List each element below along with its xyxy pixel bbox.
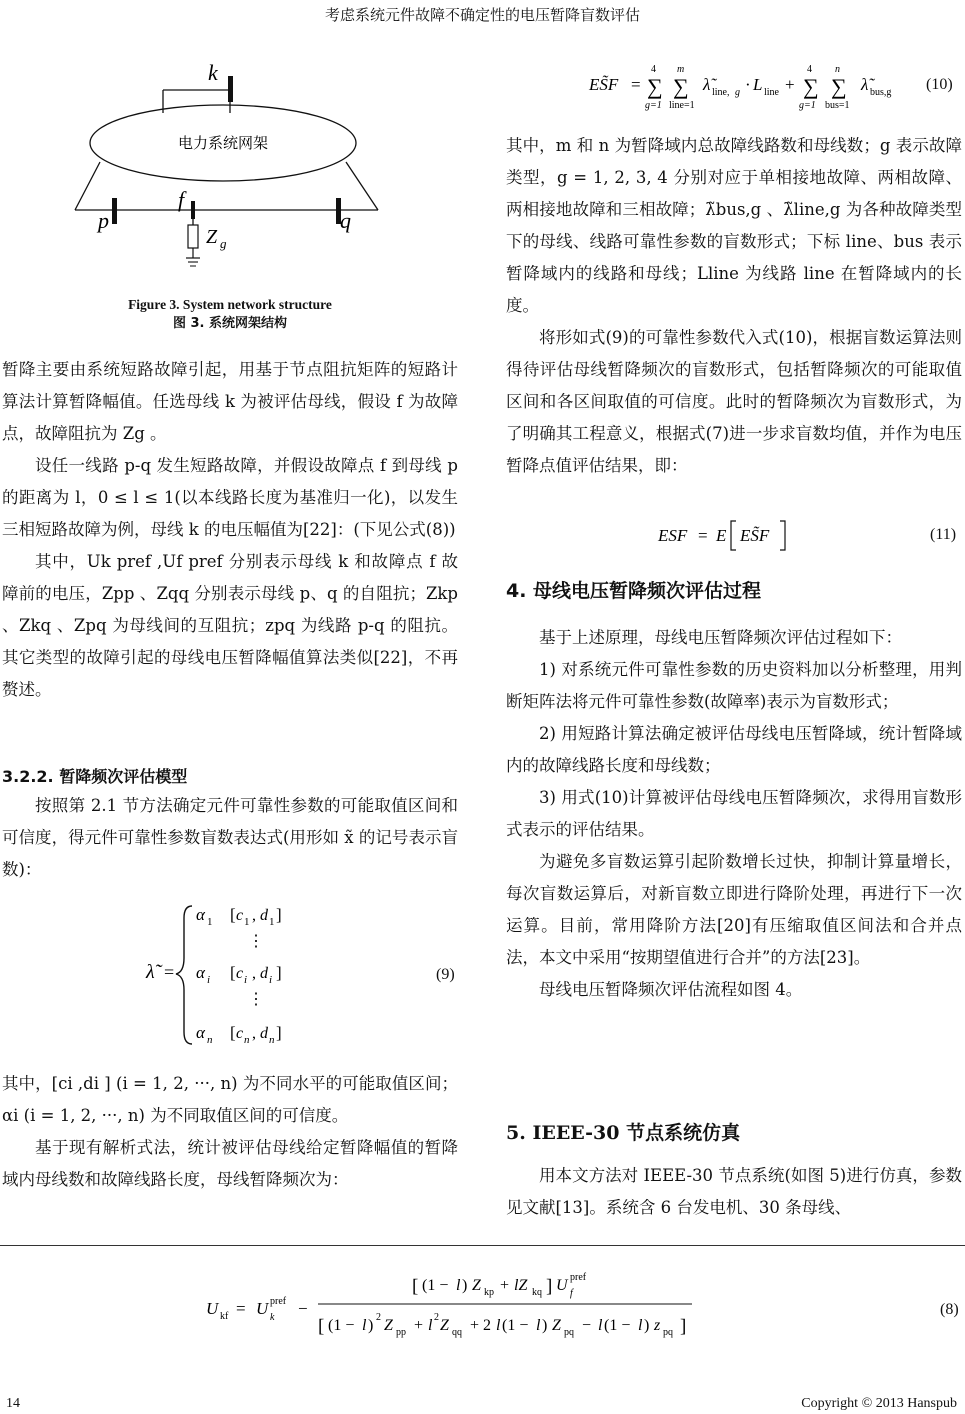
svg-text:U: U xyxy=(256,1299,269,1318)
svg-text:c: c xyxy=(236,1025,244,1042)
svg-text:U: U xyxy=(556,1277,568,1294)
svg-text:[: [ xyxy=(412,1276,419,1297)
fault-impedance-box xyxy=(188,225,198,248)
equation-9-number: (9) xyxy=(436,966,455,983)
svg-text:=: = xyxy=(698,526,708,545)
svg-text:(1 −: (1 − xyxy=(422,1277,449,1294)
left-column-2 xyxy=(2,790,458,886)
svg-text:Z: Z xyxy=(384,1317,393,1334)
left-paragraph-4: 按照第 2.1 节方法确定元件可靠性参数的可能取值区间和可信度，得元件可靠性参数盲数表达式(用形如 x̃ 的记号表示盲数)： xyxy=(2,796,458,879)
svg-text:): ) xyxy=(542,1317,548,1334)
network-label: 电力系统网架 xyxy=(177,134,269,152)
left-column-3 xyxy=(2,1068,458,1196)
svg-text:·: · xyxy=(745,75,751,94)
svg-text:=: = xyxy=(631,75,641,94)
node-k-label: k xyxy=(208,60,218,85)
svg-text:U: U xyxy=(206,1299,219,1318)
svg-text:⋮: ⋮ xyxy=(248,991,264,1008)
svg-text:line: line xyxy=(764,87,779,98)
running-header: 考虑系统元件故障不确定性的电压暂降盲数评估 xyxy=(324,6,640,24)
left-paragraph-1: 暂降主要由系统短路故障引起，用基于节点阻抗矩阵的短路计算法计算暂降幅值。任选母线 k 为被评估母线，假设 f 为故障点，故障阻抗为 Zg 。 xyxy=(2,360,458,443)
left-column xyxy=(2,354,458,706)
svg-text:∑: ∑ xyxy=(647,74,663,99)
equation-8 xyxy=(200,1262,700,1352)
bus-k-bar xyxy=(228,76,233,102)
svg-text:Z: Z xyxy=(472,1277,481,1294)
svg-text:pq: pq xyxy=(663,1327,673,1338)
left-paragraph-2: 设任一线路 p-q 发生短路故障，并假设故障点 f 到母线 p 的距离为 l，0 ≤ l ≤ 1(以本线路长度为基准归一化)，以发生三相短路故障为例，母线 k 的电压幅值为[22]：(下见公式(8)) xyxy=(2,456,458,539)
svg-text:n: n xyxy=(269,1034,275,1046)
svg-text:[: [ xyxy=(230,905,236,924)
svg-text:l: l xyxy=(456,1277,461,1294)
svg-text:z: z xyxy=(654,1317,661,1334)
svg-text:Z: Z xyxy=(440,1317,449,1334)
page-number: 14 xyxy=(6,1396,20,1411)
right-paragraph-3: 基于上述原理，母线电压暂降频次评估过程如下： xyxy=(539,628,902,647)
right-paragraph-5: 母线电压暂降频次评估流程如图 4。 xyxy=(539,980,803,999)
copyright-notice: Copyright © 2013 Hanspub xyxy=(801,1396,957,1411)
section-5-heading: 5. IEEE-30 节点系统仿真 xyxy=(506,1122,741,1144)
svg-text:1: 1 xyxy=(244,916,250,928)
svg-text:α: α xyxy=(196,1023,205,1042)
svg-text:E: E xyxy=(716,526,727,545)
svg-text:⋮: ⋮ xyxy=(248,933,264,950)
svg-text:i: i xyxy=(269,974,273,986)
svg-text:kf: kf xyxy=(220,1311,229,1322)
footnote-divider xyxy=(0,1245,965,1246)
svg-text:l: l xyxy=(638,1317,643,1334)
svg-text:l: l xyxy=(598,1317,603,1334)
svg-text:pref: pref xyxy=(570,1272,587,1283)
svg-text:l: l xyxy=(428,1317,433,1334)
svg-text:i: i xyxy=(244,974,248,986)
svg-text:n: n xyxy=(835,64,840,75)
svg-text:pp: pp xyxy=(396,1327,406,1338)
svg-text:n: n xyxy=(207,1034,213,1046)
figure-caption-cn: 图 3. 系统网架结构 xyxy=(172,316,288,331)
figure-caption-en: Figure 3. System network structure xyxy=(128,297,332,312)
svg-text:α: α xyxy=(196,963,205,982)
zg-label: Z xyxy=(206,226,218,248)
svg-text:∑: ∑ xyxy=(831,74,847,99)
svg-text:l: l xyxy=(496,1317,501,1334)
svg-text:]: ] xyxy=(546,1276,553,1297)
left-paragraph-5: 其中，[ci ,di ] (i = 1, 2, ···, n) 为不同水平的可能取值区间；αi (i = 1, 2, ···, n) 为不同取值区间的可信度。 xyxy=(2,1074,458,1125)
svg-text:L: L xyxy=(753,75,763,94)
svg-text:d: d xyxy=(260,965,268,982)
right-paragraph-1: 其中，m 和 n 为暂降域内总故障线路数和母线数；g 表示故障类型，g = 1, 2, 3, 4 分别对应于单相接地故障、两相故障、两相接地故障和三相故障；λ̃bus,g 、λ̃line,g 为各种故障类型下的母线、线路可靠性参数的盲数形式；下标 line、bus 表示暂降域内的线路和母线；Lline 为线路 line 在暂降域内的长度。 xyxy=(506,136,962,315)
svg-text:Z: Z xyxy=(552,1317,561,1334)
svg-text:kp: kp xyxy=(484,1287,494,1298)
section-3-2-2-heading: 3.2.2. 暂降频次评估模型 xyxy=(2,767,188,786)
svg-text:c: c xyxy=(236,965,244,982)
svg-text:kq: kq xyxy=(532,1287,542,1298)
svg-text:1: 1 xyxy=(207,916,213,928)
svg-text:]: ] xyxy=(680,1316,687,1337)
svg-text:λ̃: λ̃ xyxy=(703,75,711,94)
svg-text:λ̃: λ̃ xyxy=(861,75,869,94)
svg-text:∑: ∑ xyxy=(803,74,819,99)
node-q-label: q xyxy=(340,208,351,233)
equation-8-number: (8) xyxy=(940,1301,959,1318)
zg-subscript: g xyxy=(220,236,227,251)
svg-text:,: , xyxy=(252,1025,256,1042)
svg-text:−: − xyxy=(298,1299,308,1318)
svg-text:(1 −: (1 − xyxy=(604,1317,631,1334)
svg-text:qq: qq xyxy=(452,1327,462,1338)
svg-text:=: = xyxy=(236,1299,246,1318)
process-step-3: 3) 用式(10)计算被评估母线电压暂降频次，求得用盲数形式表示的评估结果。 xyxy=(506,788,962,839)
process-step-1: 1) 对系统元件可靠性参数的历史资料加以分析整理，用判断矩阵法将元件可靠性参数(故障率)表示为盲数形式； xyxy=(506,660,962,711)
svg-text:]: ] xyxy=(276,963,282,982)
right-paragraph-4: 为避免多盲数运算引起阶数增长过快，抑制计算量增长，每次盲数运算后，对新盲数立即进行降阶处理，再进行下一次运算。目前，常用降阶方法[20]有压缩取值区间法和合并点法，本文中采用“按期望值进行合并”的方法[23]。 xyxy=(506,852,962,967)
svg-text:l: l xyxy=(536,1317,541,1334)
svg-text:ESF: ESF xyxy=(658,526,688,545)
svg-text:): ) xyxy=(644,1317,650,1334)
equation-10-number: (10) xyxy=(926,76,953,93)
node-p-label: p xyxy=(98,208,109,233)
svg-text:bus,g: bus,g xyxy=(870,87,892,98)
svg-text:i: i xyxy=(207,974,211,986)
svg-text:): ) xyxy=(462,1277,468,1294)
svg-text:=: = xyxy=(164,962,175,982)
svg-text:bus=1: bus=1 xyxy=(825,100,850,111)
svg-text:d: d xyxy=(260,907,268,924)
svg-text:+: + xyxy=(500,1277,510,1294)
svg-text:l: l xyxy=(362,1317,367,1334)
svg-text:g=1: g=1 xyxy=(799,100,816,111)
process-step-2: 2) 用短路计算法确定被评估母线电压暂降域，统计暂降域内的故障线路长度和母线数； xyxy=(506,724,962,775)
svg-text:pq: pq xyxy=(564,1327,574,1338)
svg-text:(1 −: (1 − xyxy=(502,1317,529,1334)
svg-text:lZ: lZ xyxy=(514,1277,528,1294)
right-column-2 xyxy=(506,622,962,1006)
left-paragraph-3: 其中，Uk pref ,Uf pref 分别表示母线 k 和故障点 f 故障前的电压，Zpp 、Zqq 分别表示母线 p、q 的自阻抗；Zkp 、Zkq 、Zpq 为母线间的互阻抗；zpq 为线路 p-q 的阻抗。其它类型的故障引起的母线电压暂降幅值算法类似[22]，不再赘述。 xyxy=(2,552,458,699)
svg-text:pref: pref xyxy=(270,1296,287,1307)
svg-text:m: m xyxy=(677,64,685,75)
svg-text:ES̃F: ES̃F xyxy=(589,75,619,94)
svg-text:line=1: line=1 xyxy=(669,100,695,111)
svg-text:2: 2 xyxy=(376,1312,381,1323)
svg-text:c: c xyxy=(236,907,244,924)
svg-text:,: , xyxy=(252,907,256,924)
right-column-3 xyxy=(506,1160,962,1224)
svg-text:line,: line, xyxy=(712,87,730,98)
node-f-label: f xyxy=(178,187,185,212)
svg-text:g=1: g=1 xyxy=(645,100,662,111)
svg-text:−: − xyxy=(582,1317,592,1334)
svg-text:+: + xyxy=(414,1317,424,1334)
svg-text:k: k xyxy=(270,1312,275,1323)
svg-text:[: [ xyxy=(230,963,236,982)
svg-text:+ 2: + 2 xyxy=(470,1317,492,1334)
svg-text:]: ] xyxy=(276,905,282,924)
svg-text:,: , xyxy=(252,965,256,982)
left-paragraph-6: 基于现有解析式法，统计被评估母线给定暂降幅值的暂降域内母线数和故障线路长度，母线暂降频次为： xyxy=(2,1138,458,1189)
svg-text:λ̃: λ̃ xyxy=(146,961,155,983)
svg-text:d: d xyxy=(260,1025,268,1042)
bus-p-bar xyxy=(112,198,117,224)
section-4-heading: 4. 母线电压暂降频次评估过程 xyxy=(506,580,762,602)
svg-text:f: f xyxy=(570,1288,573,1299)
svg-text:α: α xyxy=(196,905,205,924)
svg-text:∑: ∑ xyxy=(673,74,689,99)
svg-text:g: g xyxy=(735,87,740,98)
svg-text:2: 2 xyxy=(434,1312,439,1323)
svg-text:]: ] xyxy=(276,1023,282,1042)
svg-text:4: 4 xyxy=(651,64,656,75)
svg-text:1: 1 xyxy=(269,916,275,928)
equation-10 xyxy=(585,56,892,114)
svg-text:[: [ xyxy=(230,1023,236,1042)
svg-text:[: [ xyxy=(318,1316,325,1337)
svg-text:ES̃F: ES̃F xyxy=(740,526,770,545)
svg-text:+: + xyxy=(785,75,795,94)
right-paragraph-6: 用本文方法对 IEEE-30 节点系统(如图 5)进行仿真，参数见文献[13]。系统含 6 台发电机、30 条母线、 xyxy=(506,1166,962,1217)
right-column xyxy=(506,130,962,482)
svg-text:(1 −: (1 − xyxy=(328,1317,355,1334)
equation-11-number: (11) xyxy=(930,526,957,543)
equation-11 xyxy=(656,516,806,556)
system-network-figure xyxy=(60,60,400,285)
svg-text:4: 4 xyxy=(807,64,812,75)
svg-text:n: n xyxy=(244,1034,250,1046)
equation-9 xyxy=(140,896,340,1056)
svg-text:): ) xyxy=(368,1317,374,1334)
right-paragraph-2: 将形如式(9)的可靠性参数代入式(10)，根据盲数运算法则得待评估母线暂降频次的盲数形式，包括暂降频次的可能取值区间和各区间取值的可信度。此时的暂降频次为盲数形式，为了明确其工程意义，根据式(7)进一步求盲数均值，并作为电压暂降点值评估结果，即： xyxy=(506,328,962,475)
